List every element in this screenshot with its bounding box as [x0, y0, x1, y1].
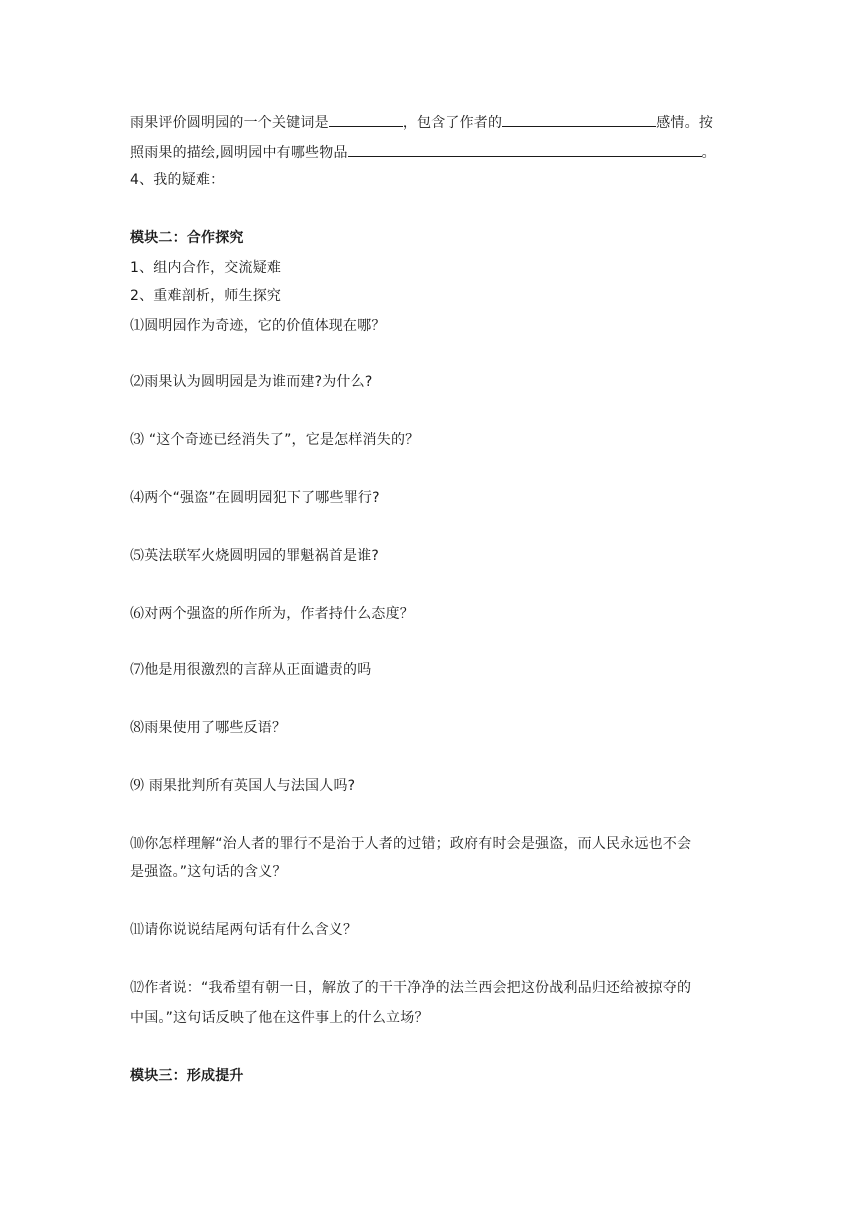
fill-blank-text: 雨果评价圆明园的一个关键词是 — [130, 115, 329, 131]
question-10-line-1: ⑽你怎样理解“治人者的罪行不是治于人者的过错；政府有时会是强盗，而人民永远也不会 — [130, 836, 692, 852]
fill-blank-text: 。 — [701, 145, 716, 161]
module-2-heading: 模块二：合作探究 — [130, 230, 244, 246]
blank-emotion[interactable] — [502, 112, 656, 127]
item-4-difficulties: 4、我的疑难： — [130, 172, 225, 188]
question-12-line-2: 中国。”这句话反映了他在这件事上的什么立场？ — [130, 1010, 429, 1026]
fill-blank-text: ，包含了作者的 — [402, 115, 503, 131]
question-7: ⑺他是用很激烈的言辞从正面谴责的吗 — [130, 662, 372, 678]
question-10-line-2: 是强盗。”这句话的含义？ — [130, 864, 287, 880]
question-8: ⑻雨果使用了哪些反语？ — [130, 720, 287, 736]
question-1: ⑴圆明园作为奇迹，它的价值体现在哪？ — [130, 318, 386, 334]
question-11: ⑾请你说说结尾两句话有什么含义？ — [130, 922, 358, 938]
question-2: ⑵雨果认为圆明园是为谁而建?为什么? — [130, 374, 373, 390]
question-4: ⑷两个“强盗”在圆明园犯下了哪些罪行? — [130, 490, 380, 506]
blank-items[interactable] — [348, 142, 702, 157]
fill-blank-text: 照雨果的描绘,圆明园中有哪些物品 — [130, 145, 348, 161]
fill-blank-line-2 — [130, 142, 716, 163]
question-9: ⑼ 雨果批判所有英国人与法国人吗? — [130, 778, 356, 794]
module-2-step-2: 2、重难剖析，师生探究 — [130, 288, 282, 304]
question-6: ⑹对两个强盗的所作所为，作者持什么态度？ — [130, 606, 414, 622]
fill-blank-line-1 — [130, 112, 713, 133]
module-2-step-1: 1、组内合作，交流疑难 — [130, 260, 282, 276]
question-3: ⑶ “这个奇迹已经消失了”，它是怎样消失的？ — [130, 432, 420, 448]
module-3-heading: 模块三：形成提升 — [130, 1068, 244, 1084]
question-12-line-1: ⑿作者说：“我希望有朝一日，解放了的干干净净的法兰西会把这份战利品归还给被掠夺的 — [130, 980, 692, 996]
fill-blank-text: 感情。按 — [656, 115, 714, 131]
question-5: ⑸英法联军火烧圆明园的罪魁祸首是谁? — [130, 548, 380, 564]
blank-keyword[interactable] — [329, 112, 403, 127]
